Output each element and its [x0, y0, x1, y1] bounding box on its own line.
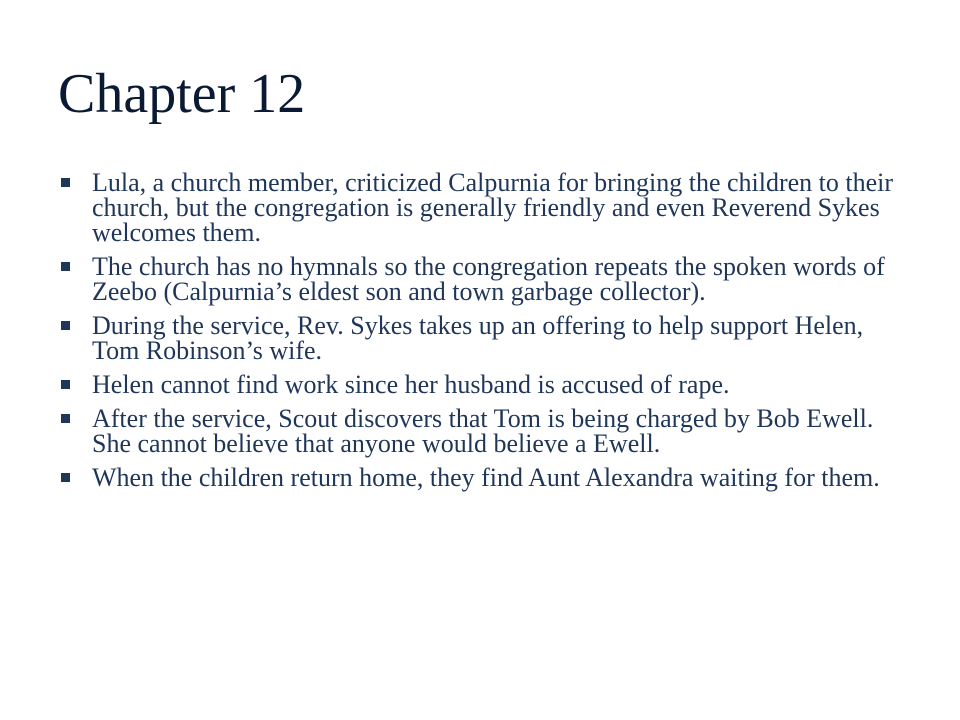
square-bullet-icon — [61, 321, 70, 330]
bullet-item — [58, 372, 908, 397]
bullet-text: After the service, Scout discovers that Tom is being charged by Bob Ewell. She cannot believe that anyone would believe a Ewell. — [92, 404, 874, 458]
bullet-text: Helen cannot find work since her husband is accused of rape. — [92, 370, 730, 399]
bullet-text: Lula, a church member, criticized Calpurnia for bringing the children to their church, but the congregation is generally friendly and even Reverend Sykes welcomes them. — [92, 168, 894, 247]
square-bullet-icon — [61, 178, 70, 187]
bullet-item — [58, 170, 908, 245]
square-bullet-icon — [61, 473, 70, 482]
slide-title: Chapter 12 — [58, 63, 306, 125]
square-bullet-icon — [61, 380, 70, 389]
bullet-item — [58, 313, 908, 363]
bullet-item — [58, 465, 908, 490]
bullet-text: The church has no hymnals so the congregation repeats the spoken words of Zeebo (Calpurnia’s eldest son and town garbage collector). — [92, 252, 885, 306]
bullet-text: When the children return home, they find Aunt Alexandra waiting for them. — [92, 463, 880, 492]
square-bullet-icon — [61, 262, 70, 271]
bullet-list — [58, 170, 908, 499]
square-bullet-icon — [61, 414, 70, 423]
bullet-item — [58, 254, 908, 304]
bullet-text: During the service, Rev. Sykes takes up an offering to help support Helen, Tom Robinson’s wife. — [92, 311, 864, 365]
bullet-item — [58, 406, 908, 456]
